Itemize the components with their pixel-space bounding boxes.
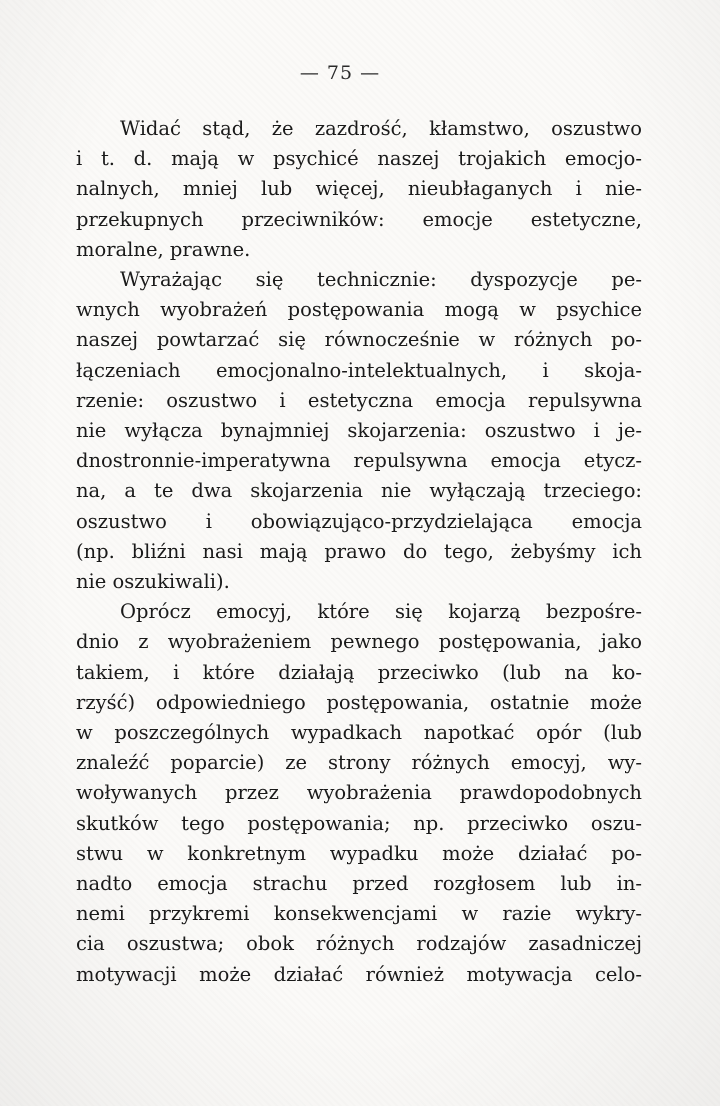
text-line: nie wyłącza bynajmniej skojarzenia: oszustwo i je- <box>76 419 642 443</box>
text-line: naszej powtarzać się równocześnie w różnych po- <box>76 328 642 352</box>
text-line: dnio z wyobrażeniem pewnego postępowania, jako <box>76 630 642 654</box>
text-line: moralne, prawne. <box>76 237 251 261</box>
text-line: takiem, i które działają przeciwko (lub na ko- <box>76 660 642 684</box>
text-line: stwu w konkretnym wypadku może działać po- <box>76 841 642 865</box>
text-line: Oprócz emocyj, które się kojarzą bezpośre- <box>120 600 642 624</box>
text-line: łączeniach emocjonalno-intelektualnych, i skoja- <box>76 358 642 382</box>
text-line: nemi przykremi konsekwencjami w razie wykry- <box>76 902 642 926</box>
text-line: Wyrażając się technicznie: dyspozycje pe- <box>120 268 642 292</box>
text-line: dnostronnie-imperatywna repulsywna emocja etycz- <box>76 449 642 473</box>
text-line: i t. d. mają w psychicé naszej trojakich emocjo- <box>76 147 642 171</box>
text-line: nalnych, mniej lub więcej, nieubłaganych i nie- <box>76 177 642 201</box>
text-line: woływanych przez wyobrażenia prawdopodobnych <box>76 781 642 805</box>
text-line: w poszczególnych wypadkach napotkać opór (lub <box>76 721 642 745</box>
body-text <box>76 114 642 990</box>
text-line: na, a te dwa skojarzenia nie wyłączają trzeciego: <box>76 479 642 503</box>
text-line: rzenie: oszustwo i estetyczna emocja repulsywna <box>76 388 642 412</box>
text-line: oszustwo i obowiązująco-przydzielająca emocja <box>76 509 642 533</box>
text-line: wnych wyobrażeń postępowania mogą w psychice <box>76 298 642 322</box>
text-line: nie oszukiwali). <box>76 570 230 594</box>
page-number: — 75 — <box>299 62 381 84</box>
text-line: rzyść) odpowiedniego postępowania, ostatnie może <box>76 690 642 714</box>
text-line: Widać stąd, że zazdrość, kłamstwo, oszustwo <box>120 117 642 140</box>
text-line: motywacji może działać również motywacja celo- <box>76 962 642 986</box>
text-line: przekupnych przeciwników: emocje estetyczne, <box>76 207 642 231</box>
text-line: nadto emocja strachu przed rozgłosem lub in- <box>76 872 642 896</box>
text-line: skutków tego postępowania; np. przeciwko oszu- <box>76 811 642 835</box>
text-line: znaleźć poparcie) ze strony różnych emocyj, wy- <box>76 751 642 775</box>
text-line: cia oszustwa; obok różnych rodzajów zasadniczej <box>76 932 642 956</box>
text-line: (np. bliźni nasi mają prawo do tego, żebyśmy ich <box>76 539 642 563</box>
